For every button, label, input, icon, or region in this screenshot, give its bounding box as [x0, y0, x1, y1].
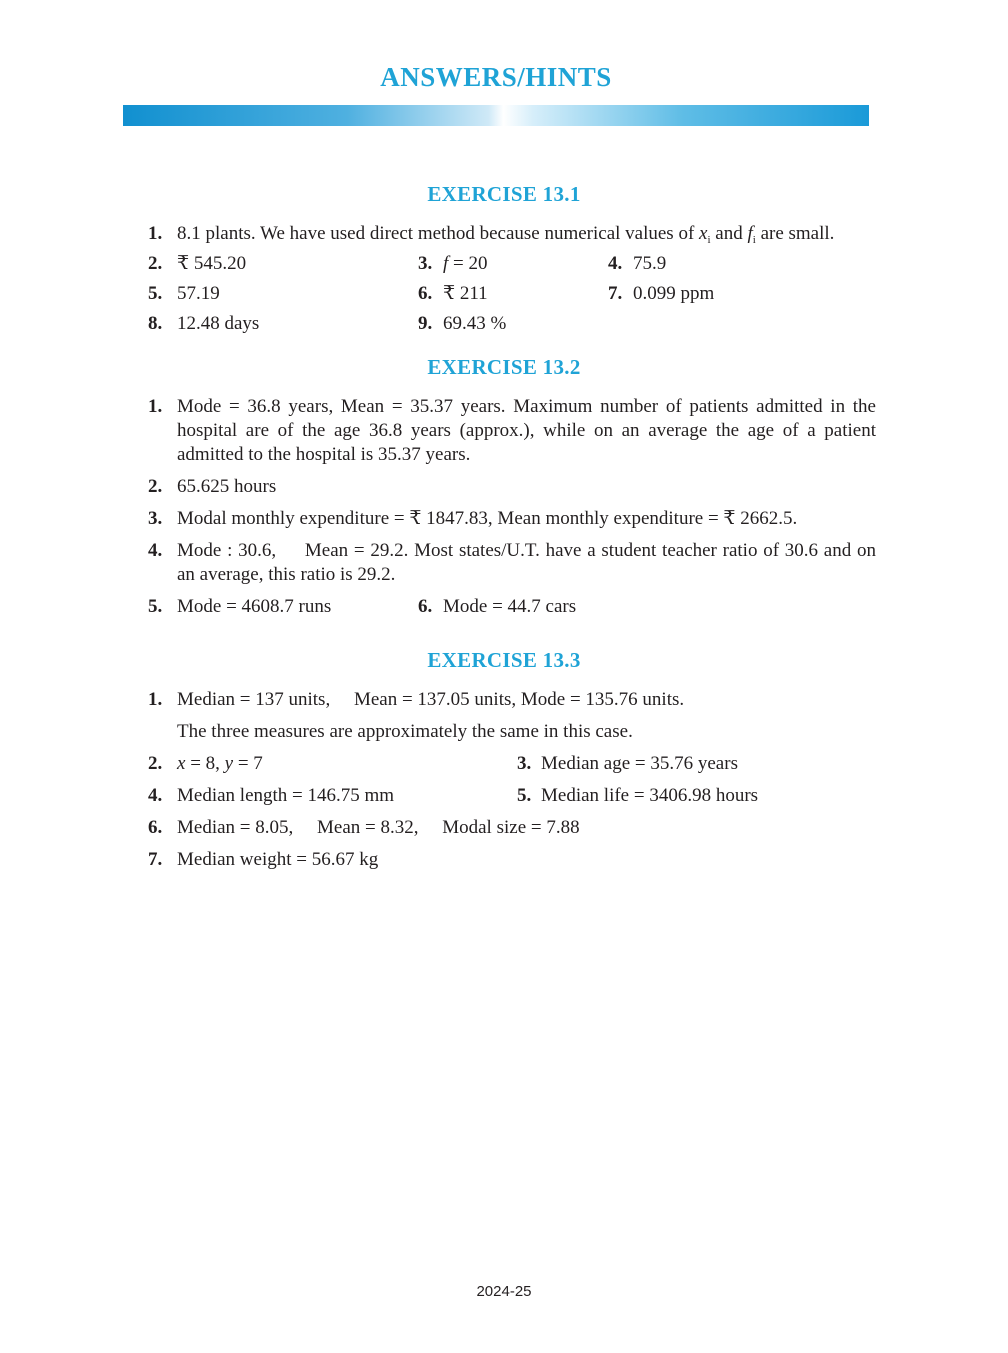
answer-13-2-4: Mode : 30.6, Mean = 29.2. Most states/U.T. have a student teacher ratio of 30.6 and on an average, this ratio is 29.2. [177, 540, 881, 585]
answer-13-1-8: 12.48 days [177, 313, 260, 334]
answer-13-3-6: Median = 8.05, Mean = 8.32, Modal size = 7.88 [177, 817, 580, 838]
exercise-13-2-heading: EXERCISE 13.2 [427, 355, 581, 379]
answer-13-2-6: Mode = 44.7 cars [443, 596, 577, 617]
answer-number: 3. [148, 508, 163, 529]
answer-number: 5. [148, 596, 163, 617]
answer-number: 7. [148, 849, 163, 870]
answer-13-1-4: 75.9 [633, 253, 667, 274]
page-footer-year: 2024-25 [476, 1283, 532, 1300]
answer-number: 4. [148, 540, 163, 561]
answer-13-1-3: f = 20 [443, 253, 488, 274]
answer-number: 1. [148, 689, 163, 710]
answer-number: 6. [418, 596, 433, 617]
answer-13-2-2: 65.625 hours [177, 476, 277, 497]
answer-13-1-7: 0.099 ppm [633, 283, 715, 304]
answer-number: 1. [148, 223, 163, 244]
answer-number: 6. [418, 283, 433, 304]
answer-number: 4. [608, 253, 623, 274]
answer-number: 3. [418, 253, 433, 274]
answer-13-3-7: Median weight = 56.67 kg [177, 849, 379, 870]
answer-13-1-5: 57.19 [177, 283, 220, 304]
answer-13-2-3: Modal monthly expenditure = ₹ 1847.83, Mean monthly expenditure = ₹ 2662.5. [177, 508, 798, 529]
answer-13-3-1: Median = 137 units, Mean = 137.05 units, Mode = 135.76 units. [177, 689, 685, 710]
answer-number: 1. [148, 396, 163, 417]
answer-13-3-2: x = 8, y = 7 [177, 753, 263, 774]
answer-13-2-5: Mode = 4608.7 runs [177, 596, 332, 617]
answer-number: 5. [148, 283, 163, 304]
title-gradient-bar [123, 105, 869, 126]
answer-13-3-4: Median length = 146.75 mm [177, 785, 395, 806]
answer-number: 2. [148, 253, 163, 274]
answer-number: 2. [148, 753, 163, 774]
answer-13-1-1: 8.1 plants. We have used direct method because numerical values of $x_i$ and $f_i$ are small. [177, 223, 835, 246]
answer-13-3-3: Median age = 35.76 years [541, 753, 738, 774]
answer-number: 8. [148, 313, 163, 334]
answer-number: 7. [608, 283, 623, 304]
answer-13-1-9: 69.43 % [443, 313, 507, 334]
page-title: ANSWERS/HINTS [380, 62, 612, 92]
answer-number: 3. [517, 753, 532, 774]
answer-13-1-6: ₹ 211 [443, 283, 488, 304]
answer-number: 4. [148, 785, 163, 806]
answer-number: 5. [517, 785, 532, 806]
answer-number: 2. [148, 476, 163, 497]
exercise-13-1-heading: EXERCISE 13.1 [427, 182, 581, 206]
answer-13-2-1: Mode = 36.8 years, Mean = 35.37 years. Maximum number of patients admitted in the hospital are of the age 36.8 years (approx.), while on an average the age of a patient admitted to the hospital is 35.37 years. [177, 396, 876, 465]
answer-13-3-1-note: The three measures are approximately the same in this case. [177, 721, 633, 742]
answer-number: 9. [418, 313, 433, 334]
answer-13-1-2: ₹ 545.20 [177, 253, 247, 274]
exercise-13-3-heading: EXERCISE 13.3 [427, 648, 581, 672]
answer-number: 6. [148, 817, 163, 838]
answer-13-3-5: Median life = 3406.98 hours [541, 785, 759, 806]
